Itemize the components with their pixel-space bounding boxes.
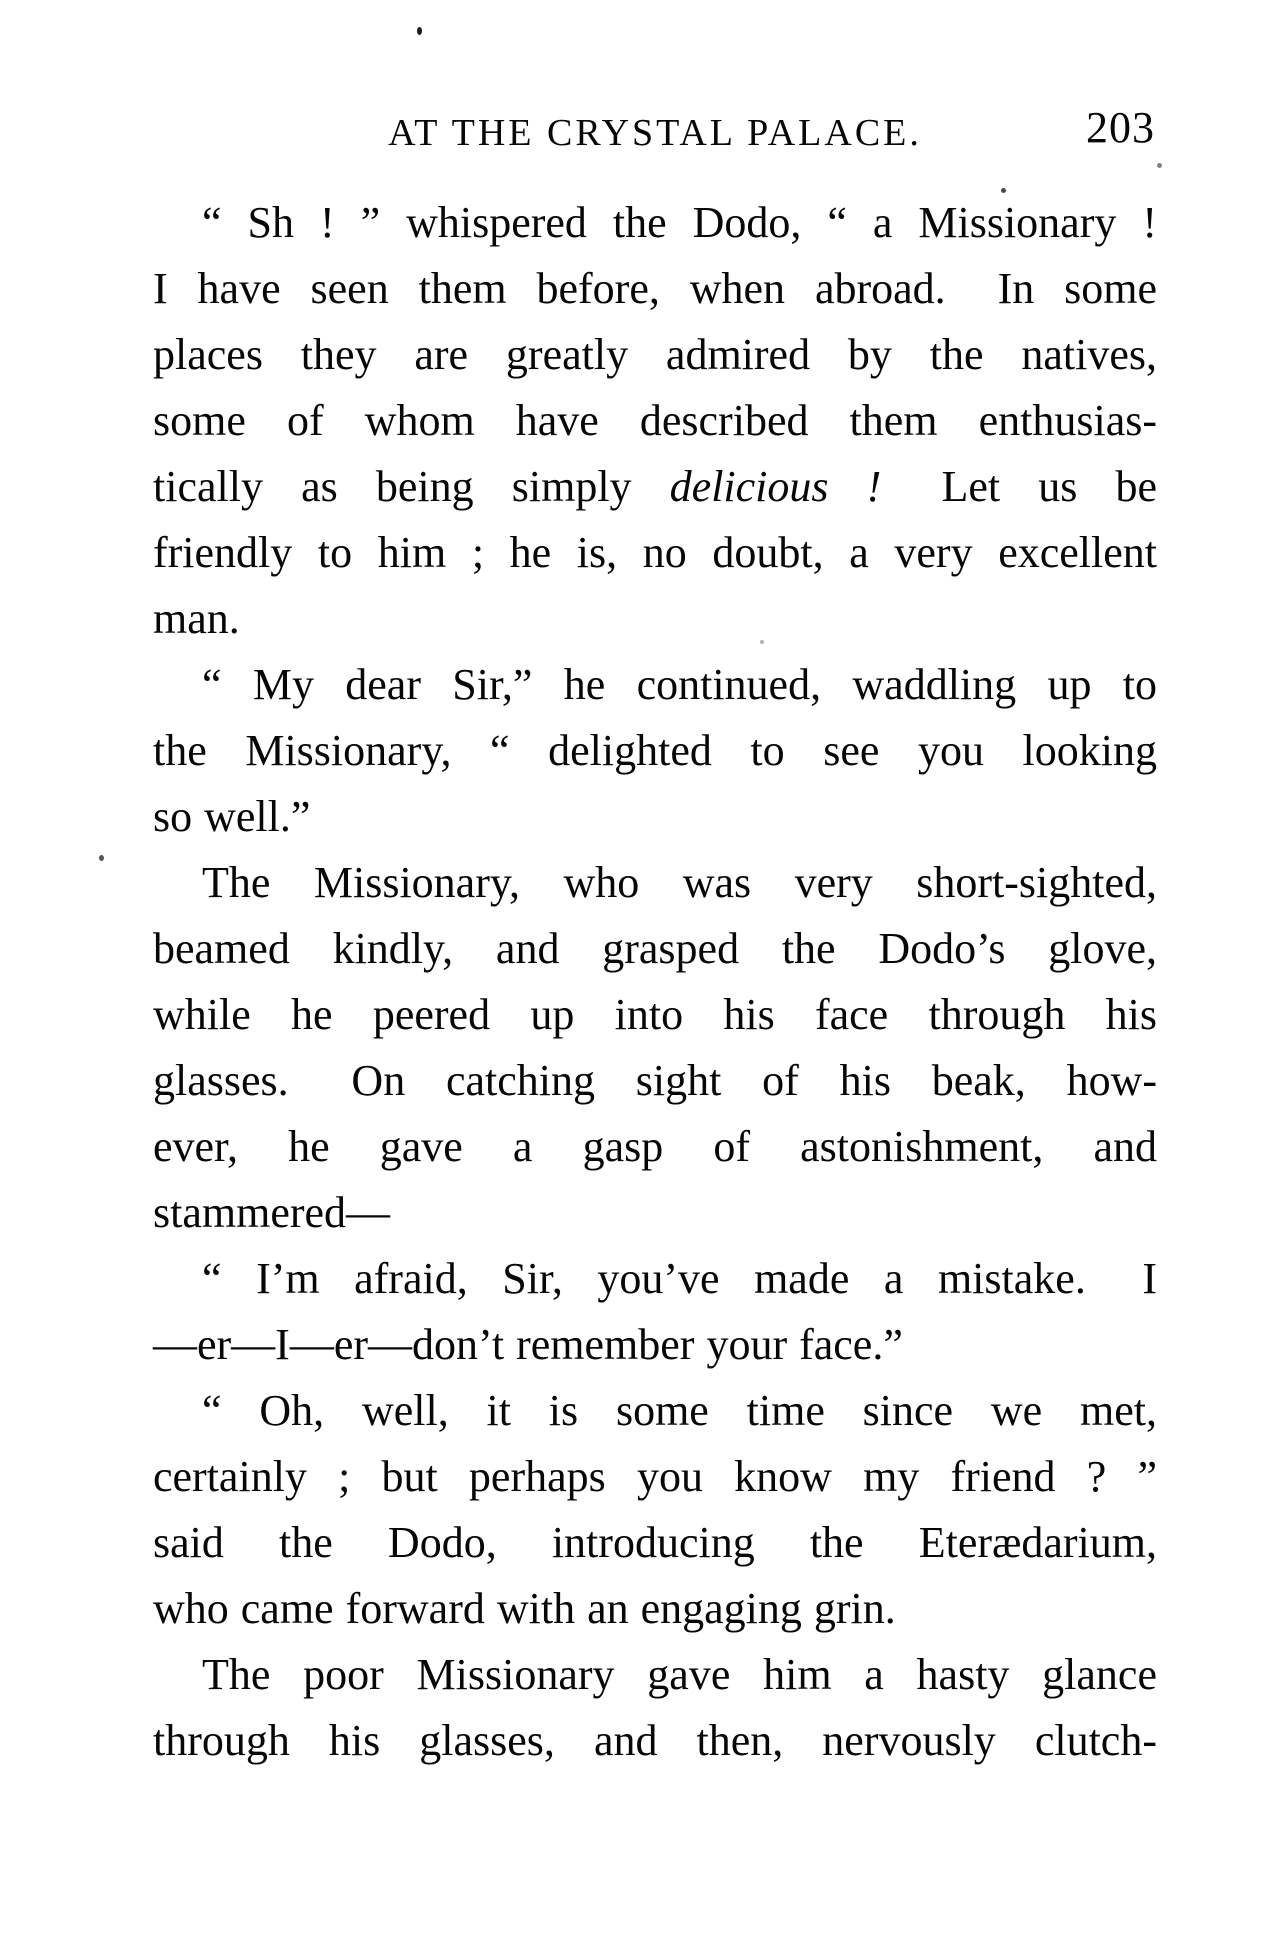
- text-segment: while he peered up into his face through his: [153, 990, 1157, 1039]
- text-segment: said the Dodo, introducing the Eterædarium,: [153, 1518, 1157, 1567]
- text-line: [153, 1114, 1157, 1180]
- text-segment: places they are greatly admired by the natives,: [153, 330, 1157, 379]
- paragraph: [153, 1246, 1157, 1378]
- text-segment: I have seen them before, when abroad. In some: [153, 264, 1157, 313]
- text-segment: so well.”: [153, 792, 311, 841]
- text-line: [153, 1576, 1157, 1642]
- text-line: [153, 652, 1157, 718]
- text-line: [153, 1312, 1157, 1378]
- text-segment: stammered—: [153, 1188, 391, 1237]
- text-line: [153, 1708, 1157, 1774]
- text-line: [153, 1378, 1157, 1444]
- paragraph: [153, 190, 1157, 652]
- text-segment: The Missionary, who was very short-sighted,: [202, 858, 1157, 907]
- text-line: [153, 1048, 1157, 1114]
- running-title: AT THE CRYSTAL PALACE.: [388, 112, 922, 154]
- running-head: [153, 103, 1157, 158]
- text-segment: —er—I—er—don’t remember your face.”: [153, 1320, 903, 1369]
- text-line: [153, 1642, 1157, 1708]
- scan-speck: [1157, 163, 1162, 168]
- text-line: [153, 520, 1157, 586]
- text-segment: beamed kindly, and grasped the Dodo’s glove,: [153, 924, 1157, 973]
- text-line: [153, 1246, 1157, 1312]
- text-segment: tically as being simply: [153, 462, 670, 511]
- text-segment: “ Sh ! ” whispered the Dodo, “ a Missionary !: [202, 198, 1157, 247]
- paragraph: [153, 1378, 1157, 1642]
- scan-speck: [99, 855, 104, 861]
- text-line: [153, 718, 1157, 784]
- page-number: 203: [1086, 103, 1155, 152]
- text-segment: Let us be: [881, 462, 1157, 511]
- text-line: [153, 784, 1157, 850]
- italic-text: delicious !: [669, 462, 882, 511]
- text-line: [153, 454, 1157, 520]
- text-line: [153, 1444, 1157, 1510]
- text-line: [153, 1510, 1157, 1576]
- text-segment: “ Oh, well, it is some time since we met,: [202, 1386, 1157, 1435]
- text-segment: certainly ; but perhaps you know my friend ? ”: [153, 1452, 1157, 1501]
- text-line: [153, 850, 1157, 916]
- text-segment: “ I’m afraid, Sir, you’ve made a mistake. I: [202, 1254, 1157, 1303]
- text-line: [153, 916, 1157, 982]
- text-line: [153, 586, 1157, 652]
- text-segment: some of whom have described them enthusias-: [153, 396, 1157, 445]
- text-segment: The poor Missionary gave him a hasty glance: [202, 1650, 1157, 1699]
- text-segment: who came forward with an engaging grin.: [153, 1584, 896, 1633]
- text-segment: “ My dear Sir,” he continued, waddling up to: [202, 660, 1157, 709]
- text-segment: through his glasses, and then, nervously clutch-: [153, 1716, 1157, 1765]
- text-segment: the Missionary, “ delighted to see you looking: [153, 726, 1157, 775]
- text-line: [153, 322, 1157, 388]
- text-line: [153, 256, 1157, 322]
- paragraph: [153, 850, 1157, 1246]
- text-segment: glasses. On catching sight of his beak, how-: [153, 1056, 1157, 1105]
- text-segment: friendly to him ; he is, no doubt, a very excellent: [153, 528, 1157, 577]
- text-line: [153, 190, 1157, 256]
- text-segment: man.: [153, 594, 240, 643]
- text-line: [153, 1180, 1157, 1246]
- body-text: [153, 190, 1157, 1774]
- text-line: [153, 982, 1157, 1048]
- text-line: [153, 388, 1157, 454]
- paragraph: [153, 1642, 1157, 1774]
- paragraph: [153, 652, 1157, 850]
- text-segment: ever, he gave a gasp of astonishment, and: [153, 1122, 1157, 1171]
- scan-speck: [417, 27, 422, 35]
